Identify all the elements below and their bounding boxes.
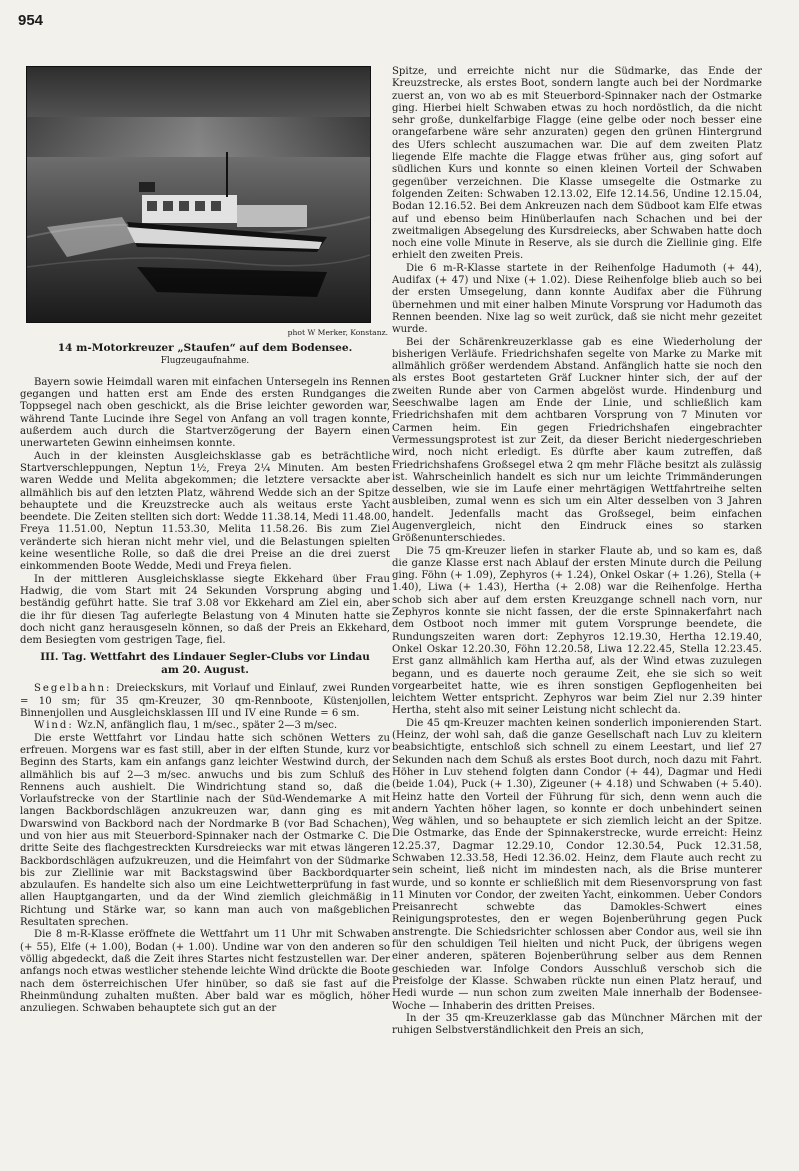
photo-credit: phot W Merker, Konstanz.: [287, 328, 388, 337]
wind-paragraph: [20, 720, 390, 732]
left-column: [20, 64, 390, 1015]
paragraph: In der mittleren Ausgleichsklasse siegte Ekkehard über Frau Hadwig, die vom Start mit 24 Sekunden Vorsprung abging und beständig geführt hatte. Sie traf 3.08 vor Ekkehard am Ziel ein, aber die ihr für diesen Tag auferlegte Belastung von 4 Minuten hatte sie doch nicht ganz herausgeseln können, so daß der Preis an Ekkehard, dem Besiegten vom gestrigen Tage, fiel.: [20, 573, 390, 647]
paragraph: Auch in der kleinsten Ausgleichsklasse gab es beträchtliche Startverschleppungen, Neptun 1½, Freya 2¼ Minuten. Am besten waren Wedde und Melita abgekommen; die letztere versackte aber allmählich bis auf den letzten Platz, während Wedde sich an der Spitze behauptete und die Kreuzstrecke auch als weitaus erste Yacht beendete. Die Zeiten stellten sich dort: Wedde 11.38.14, Medi 11.48.00, Freya 11.51.00, Neptun 11.53.30, Melita 11.58.26. Bis zum Ziel veränderte sich hieran nicht mehr viel, und die Belastungen spielten keine wesentliche Rolle, so daß die drei Preise an die drei zuerst einkommenden Boote Wedde, Medi und Freya fielen.: [20, 450, 390, 573]
section-heading-line-2: am 20. August.: [161, 664, 249, 677]
motor-cruiser-image: [27, 67, 370, 322]
course-label: Segelbahn:: [34, 683, 112, 695]
paragraph: Spitze, und erreichte nicht nur die Südmarke, das Ende der Kreuzstrecke, als erstes Boot, sondern langte auch bei der Nordmarke zuerst an, von wo ab es mit Steuerbord-Spinnaker nach der Ostmarke ging. Hierbei hielt Schwaben etwas zu hoch nordöstlich, da die nicht sehr große, dunkelfarbige Flagge (eine gelbe oder noch besser eine orangefarbene wäre sehr anzuraten) gegen den grünen Hintergrund des Ufers schlecht auszumachen war. Die auf dem zweiten Platz liegende Elfe machte die Flagge etwas früher aus, ging sofort auf südlichen Kurs und konnte so einen kleinen Vorteil der Schwaben gegenüber verzeichnen. Die Klasse umsegelte die Ostmarke zu folgenden Zeiten: Schwaben 12.13.02, Elfe 12.14.56, Undine 12.15.04, Bodan 12.16.52. Bei dem Ankreuzen nach dem Südboot kam Elfe etwas auf und ebenso beim Hinüberlaufen nach Schachen und bei der zweitmaligen Absegelung des Kursdreiecks, aber Schwaben hatte doch noch eine volle Minute in Reserve, als sie durch die Ziellinie ging. Elfe erhielt den zweiten Preis.: [392, 66, 762, 262]
paragraph: Die 45 qm-Kreuzer machten keinen sonderlich imponierenden Start. (Heinz, der wohl sah, daß die ganze Gesellschaft nach Luv zu kleitern beabsichtigte, entschloß sich schnell zu einem Leestart, und lief 27 Sekunden nach dem Schuß als erstes Boot durch, noch dazu mit Fahrt. Höher in Luv stehend folgten dann Condor (+ 44), Dagmar und Hedi (beide 1.04), Puck (+ 1.30), Zigeuner (+ 4.18) und Schwaben (+ 5.40). Heinz hatte den Vorteil der Führung für sich, denn wenn auch die andern Yachten höher lagen, so konnte er doch unbehindert seinen Weg wählen, und so behauptete er sich ziemlich leicht an der Spitze. Die Ostmarke, das Ende der Spinnakerstrecke, wurde erreicht: Heinz 12.25.37, Dagmar 12.29.10, Condor 12.30.54, Puck 12.31.58, Schwaben 12.33.58, Hedi 12.36.02. Heinz, dem Flaute auch recht zu sein scheint, ließ nicht im mindesten nach, als die Brise munterer wurde, und so konnte er schließlich mit dem Riesenvorsprung von fast 11 Minuten vor Condor, der zweiten Yacht, einkommen. Ueber Condors Preisanrecht schwebte das Damokles-Schwert eines Reinigungsprotestes, den er wegen Bojenberührung gegen Puck anstrengte. Die Schiedsrichter schlossen aber Condor aus, weil sie ihn für den schuldigen Teil hielten und nicht Puck, der übrigens wegen einer anderen, späteren Bojenberührung selber aus dem Rennen geschieden war. Infolge Condors Ausschluß verschob sich die Preisfolge der Klasse. Schwaben rückte nun einen Platz herauf, und Hedi wurde — nun schon zum zweiten Male innerhalb der Bodensee-Woche — Inhaberin des dritten Preises.: [392, 717, 762, 1012]
paragraph: In der 35 qm-Kreuzerklasse gab das Münchner Märchen mit der ruhigen Selbstverständlichkeit den Preis an sich,: [392, 1012, 762, 1037]
paragraph: Bei der Schärenkreuzerklasse gab es eine Wiederholung der bisherigen Verläufe. Friedrichshafen segelte von Marke zu Marke mit allmählich größer werdendem Abstand. Anfänglich hatte sie noch den als erstes Boot gestarteten Gräf Luckner hinter sich, der auf der zweiten Runde aber von Carmen abgelöst wurde. Hindenburg und Seeschwalbe lagen am Ende der Linie, und schließlich kam Friedrichshafen mit dem achtbaren Vorsprung von 7 Minuten vor Carmen heim. Ein gegen Friedrichshafen eingebrachter Vermessungsprotest ist zur Zeit, da dieser Bericht niedergeschrieben wird, noch nicht erledigt. Es dürfte aber kaum zutreffen, daß Friedrichshafens Großsegel etwa 2 qm mehr Fläche besitzt als zulässig ist. Wahrscheinlich handelt es sich nur um leichte Trimmänderungen desselben, wie sie im Laufe einer mehrtägigen Wettfahrtreihe selten ausbleiben, zumal wenn es sich um ein Alter desselben von 3 Jahren handelt. Jedenfalls macht das Großsegel, beim einfachen Augenvergleich, nicht den Eindruck eines so starken Größenunterschiedes.: [392, 336, 762, 545]
wind-label: Wind:: [34, 720, 74, 732]
page-number: 954: [18, 12, 44, 29]
course-paragraph: [20, 683, 390, 720]
course-text: Dreieckskurs, mit Vorlauf und Einlauf, zwei Runden = 10 sm; für 35 qm-Kreuzer, 30 qm-Rennboote, Küstenjollen, Binnenjollen und Ausgleichsklassen III und IV eine Runde = 6 sm.: [20, 683, 390, 720]
wind-text: Wz.N, anfänglich flau, 1 m/sec., später 2—3 m/sec.: [73, 720, 338, 732]
paragraph: Die 6 m-R-Klasse startete in der Reihenfolge Hadumoth (+ 44), Audifax (+ 47) und Nixe (+ 1.02). Diese Reihenfolge blieb auch so bei der ersten Umsegelung, dann konnte Audifax aber die Führung übernehmen und mit einer halben Minute Vorsprung vor Hadumoth das Rennen beenden. Nixe lag so weit zurück, daß sie nicht mehr gezeitet wurde.: [392, 262, 762, 336]
photo-caption-subtitle: Flugzeugaufnahme.: [160, 355, 250, 366]
section-heading: [20, 651, 390, 677]
paragraph: Die 8 m-R-Klasse eröffnete die Wettfahrt um 11 Uhr mit Schwaben (+ 55), Elfe (+ 1.00), Bodan (+ 1.00). Undine war von den anderen so völlig abgedeckt, daß die Zeit ihres Startes nicht festzustellen war. Der anfangs noch etwas westlicher stehende leichte Wind drückte die Boote nach dem österreichischen Ufer hinüber, so daß sie fast auf die Rheinmündung zuhalten mußten. Aber bald war es möglich, höher anzuliegen. Schwaben behauptete sich gut an der: [20, 929, 390, 1015]
photo-caption-title: 14 m-Motorkreuzer „Staufen“ auf dem Bodensee.: [57, 342, 353, 355]
paragraph: Die erste Wettfahrt vor Lindau hatte sich schönen Wetters zu erfreuen. Morgens war es fast still, aber in der elften Stunde, kurz vor Beginn des Starts, kam ein anfangs ganz leichter Westwind durch, der allmählich bis auf 2—3 m/sec. anwuchs und bis zum Schluß des Rennens auch aushielt. Die Windrichtung stand so, daß die Vorlaufstrecke von der Startlinie nach der Süd-Wendemarke A mit langen Backbordschlägen anzukreuzen war, dann ging es mit Dwarswind von Backbord nach der Nordmarke B (vor Bad Schachen), und von hier aus mit Steuerbord-Spinnaker nach der Ostmarke C. Die dritte Seite des flachgestreckten Kursdreiecks war mit etwas längeren Backbordschlägen aufzukreuzen, und die Heimfahrt von der Südmarke bis zur Ziellinie war mit Backstagswind über Backbordquarter abzulaufen. Es handelte sich also um eine Leichtwetterprüfung in fast allen Hauptgangarten, und da der Wind ziemlich gleichmäßig in Richtung und Stärke war, so kann man auch von maßgeblichen Resultaten sprechen.: [20, 732, 390, 929]
right-column: [392, 66, 762, 1037]
paragraph: Die 75 qm-Kreuzer liefen in starker Flaute ab, und so kam es, daß die ganze Klasse erst nach Ablauf der ersten Minute durch die Peilung ging. Föhn (+ 1.09), Zephyros (+ 1.24), Onkel Oskar (+ 1.26), Stella (+ 1.40), Liwa (+ 1.43), Hertha (+ 2.08) war die Reihenfolge. Hertha schob sich aber auf dem ersten Kreuzgange schnell nach vorn, nur Zephyros konnte sie nicht fassen, der die erste Spinnakerfahrt nach dem Ostboot noch immer mit gutem Vorsprunge beendete, die Rundungszeiten waren dort: Zephyros 12.19.30, Hertha 12.19.40, Onkel Oskar 12.20.30, Föhn 12.20.58, Liwa 12.22.45, Stella 12.23.45. Erst ganz allmählich kam Hertha auf, als der Wind etwas zuzulegen begann, und es dauerte noch geraume Zeit, ehe sie sich so weit vorgearbeitet hatte, wie es ihren sonstigen Gepflogenheiten bei leichtem Wetter entspricht. Zephyros war beim Ziel nur 2.39 hinter Hertha, steht also mit seiner Leistung nicht schlecht da.: [392, 545, 762, 717]
motor-cruiser-photo: [26, 66, 371, 323]
paragraph: Bayern sowie Heimdall waren mit einfachen Untersegeln ins Rennen gegangen und hatten erst am Ende des ersten Rundganges die Toppsegel nach oben geschickt, als die Brise leichter geworden war, während Tante Lucinde ihre Segel von Anfang an voll tragen konnte, außerdem auch durch die Startverzögerung der Bayern einen unerwarteten Gewinn einheimsen konnte.: [20, 376, 390, 450]
section-heading-line-1: III. Tag. Wettfahrt des Lindauer Segler-Clubs vor Lindau: [40, 651, 370, 664]
